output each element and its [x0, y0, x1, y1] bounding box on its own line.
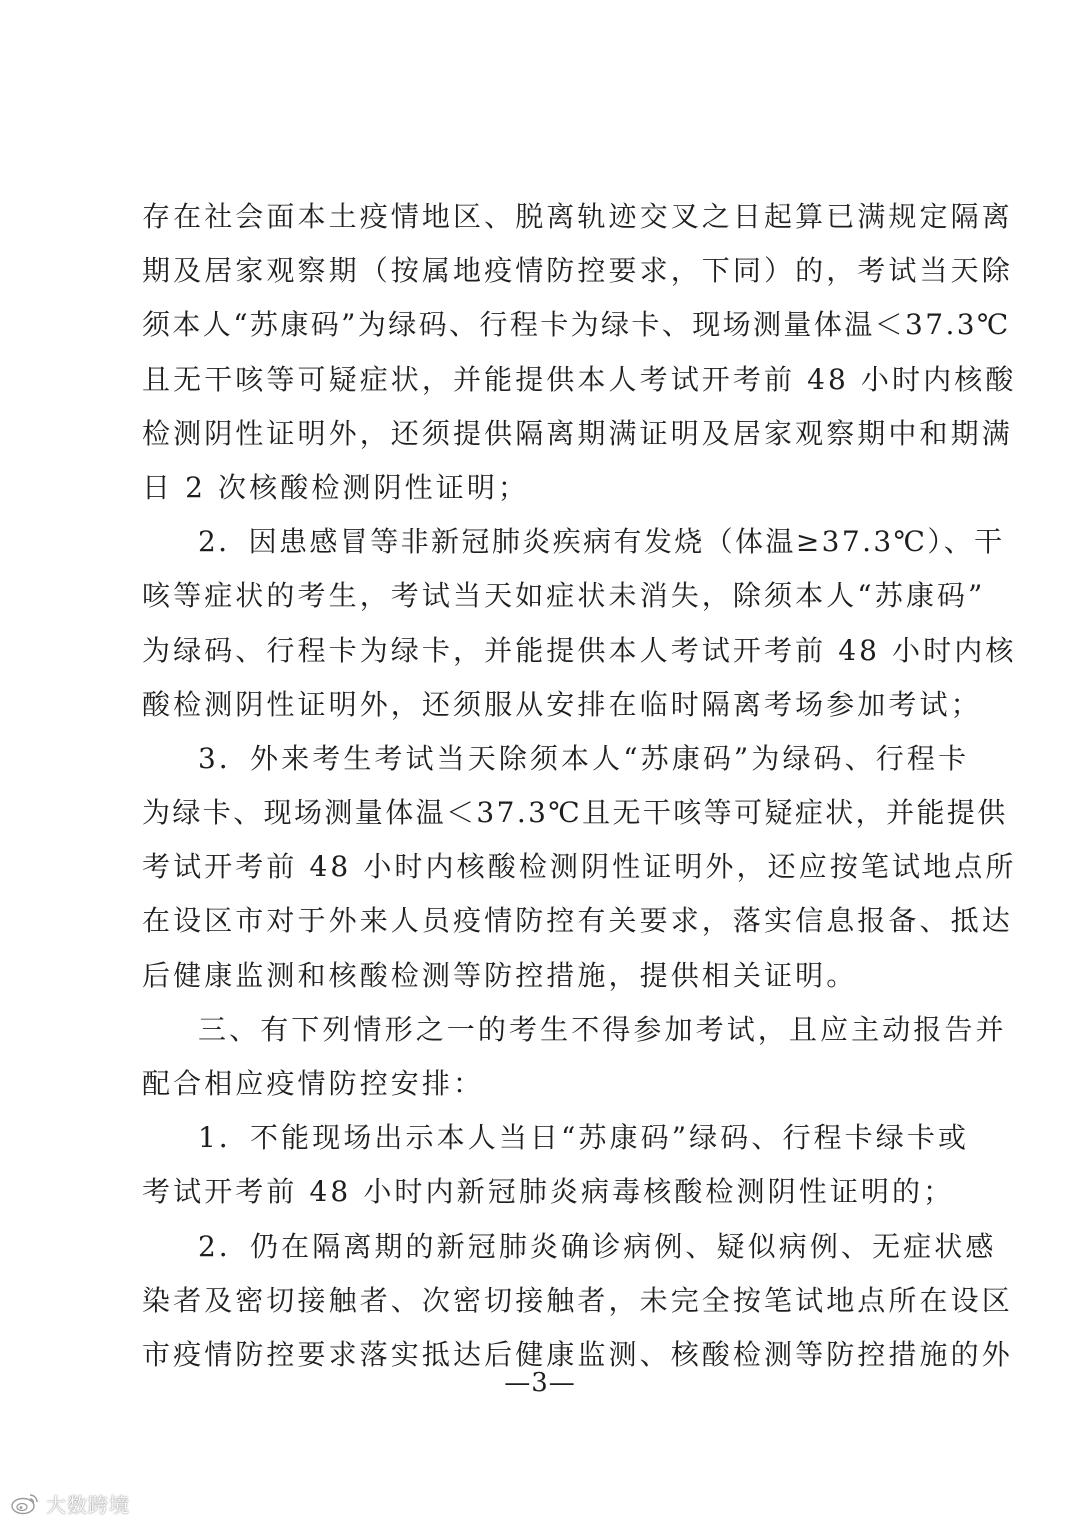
- text-line: 期及居家观察期（按属地疫情防控要求，下同）的，考试当天除: [142, 254, 1013, 288]
- watermark: [10, 1488, 130, 1518]
- text-line: 且无干咳等可疑症状，并能提供本人考试开考前 48 小时内核酸: [142, 362, 1017, 396]
- text-line: 考试开考前 48 小时内核酸检测阴性证明外，还应按笔试地点所: [142, 850, 1017, 884]
- text-line: 后健康监测和核酸检测等防控措施，提供相关证明。: [142, 958, 858, 992]
- watermark-text: 大数跨境: [46, 1492, 130, 1517]
- paragraph-first-line: 2．仍在隔离期的新冠肺炎确诊病例、疑似病例、无症状感: [198, 1229, 997, 1263]
- text-line: 日 2 次核酸检测阴性证明；: [142, 470, 530, 504]
- text-line: 为绿卡、现场测量体温＜37.3℃且无干咳等可疑症状，并能提供: [142, 796, 1008, 830]
- text-line: 为绿码、行程卡为绿卡，并能提供本人考试开考前 48 小时内核: [142, 633, 1017, 667]
- text-line: 咳等症状的考生，考试当天如症状未消失，除须本人“苏康码”: [142, 579, 986, 613]
- text-line: 市疫情防控要求落实抵达后健康监测、核酸检测等防控措施的外: [142, 1337, 1013, 1371]
- paragraph-first-line: 1．不能现场出示本人当日“苏康码”绿码、行程卡绿卡或: [198, 1121, 970, 1155]
- text-line: 配合相应疫情防控安排：: [142, 1067, 485, 1100]
- weibo-logo-icon: [10, 1491, 40, 1515]
- page-number: —3—: [504, 1368, 576, 1398]
- text-line: 考试开考前 48 小时内新冠肺炎病毒核酸检测阴性证明的；: [142, 1175, 955, 1209]
- section-heading-line: 三、有下列情形之一的考生不得参加考试，且应主动报告并: [198, 1012, 1007, 1046]
- text-line: 须本人“苏康码”为绿码、行程卡为绿卡、现场测量体温＜37.3℃: [142, 308, 1011, 342]
- text-line: 染者及密切接触者、次密切接触者，未完全按笔试地点所在设区: [142, 1283, 1013, 1317]
- text-line: 在设区市对于外来人员疫情防控有关要求，落实信息报备、抵达: [142, 904, 1013, 938]
- text-line: 酸检测阴性证明外，还须服从安排在临时隔离考场参加考试；: [142, 687, 982, 721]
- document-body: [142, 190, 1017, 1382]
- text-line: 存在社会面本土疫情地区、脱离轨迹交叉之日起算已满规定隔离: [142, 200, 1013, 233]
- paragraph-first-line: 2．因患感冒等非新冠肺炎疾病有发烧（体温≥37.3℃）、干: [198, 525, 1005, 559]
- paragraph-first-line: 3．外来考生考试当天除须本人“苏康码”为绿码、行程卡: [198, 741, 970, 775]
- text-line: 检测阴性证明外，还须提供隔离期满证明及居家观察期中和期满: [142, 416, 1013, 450]
